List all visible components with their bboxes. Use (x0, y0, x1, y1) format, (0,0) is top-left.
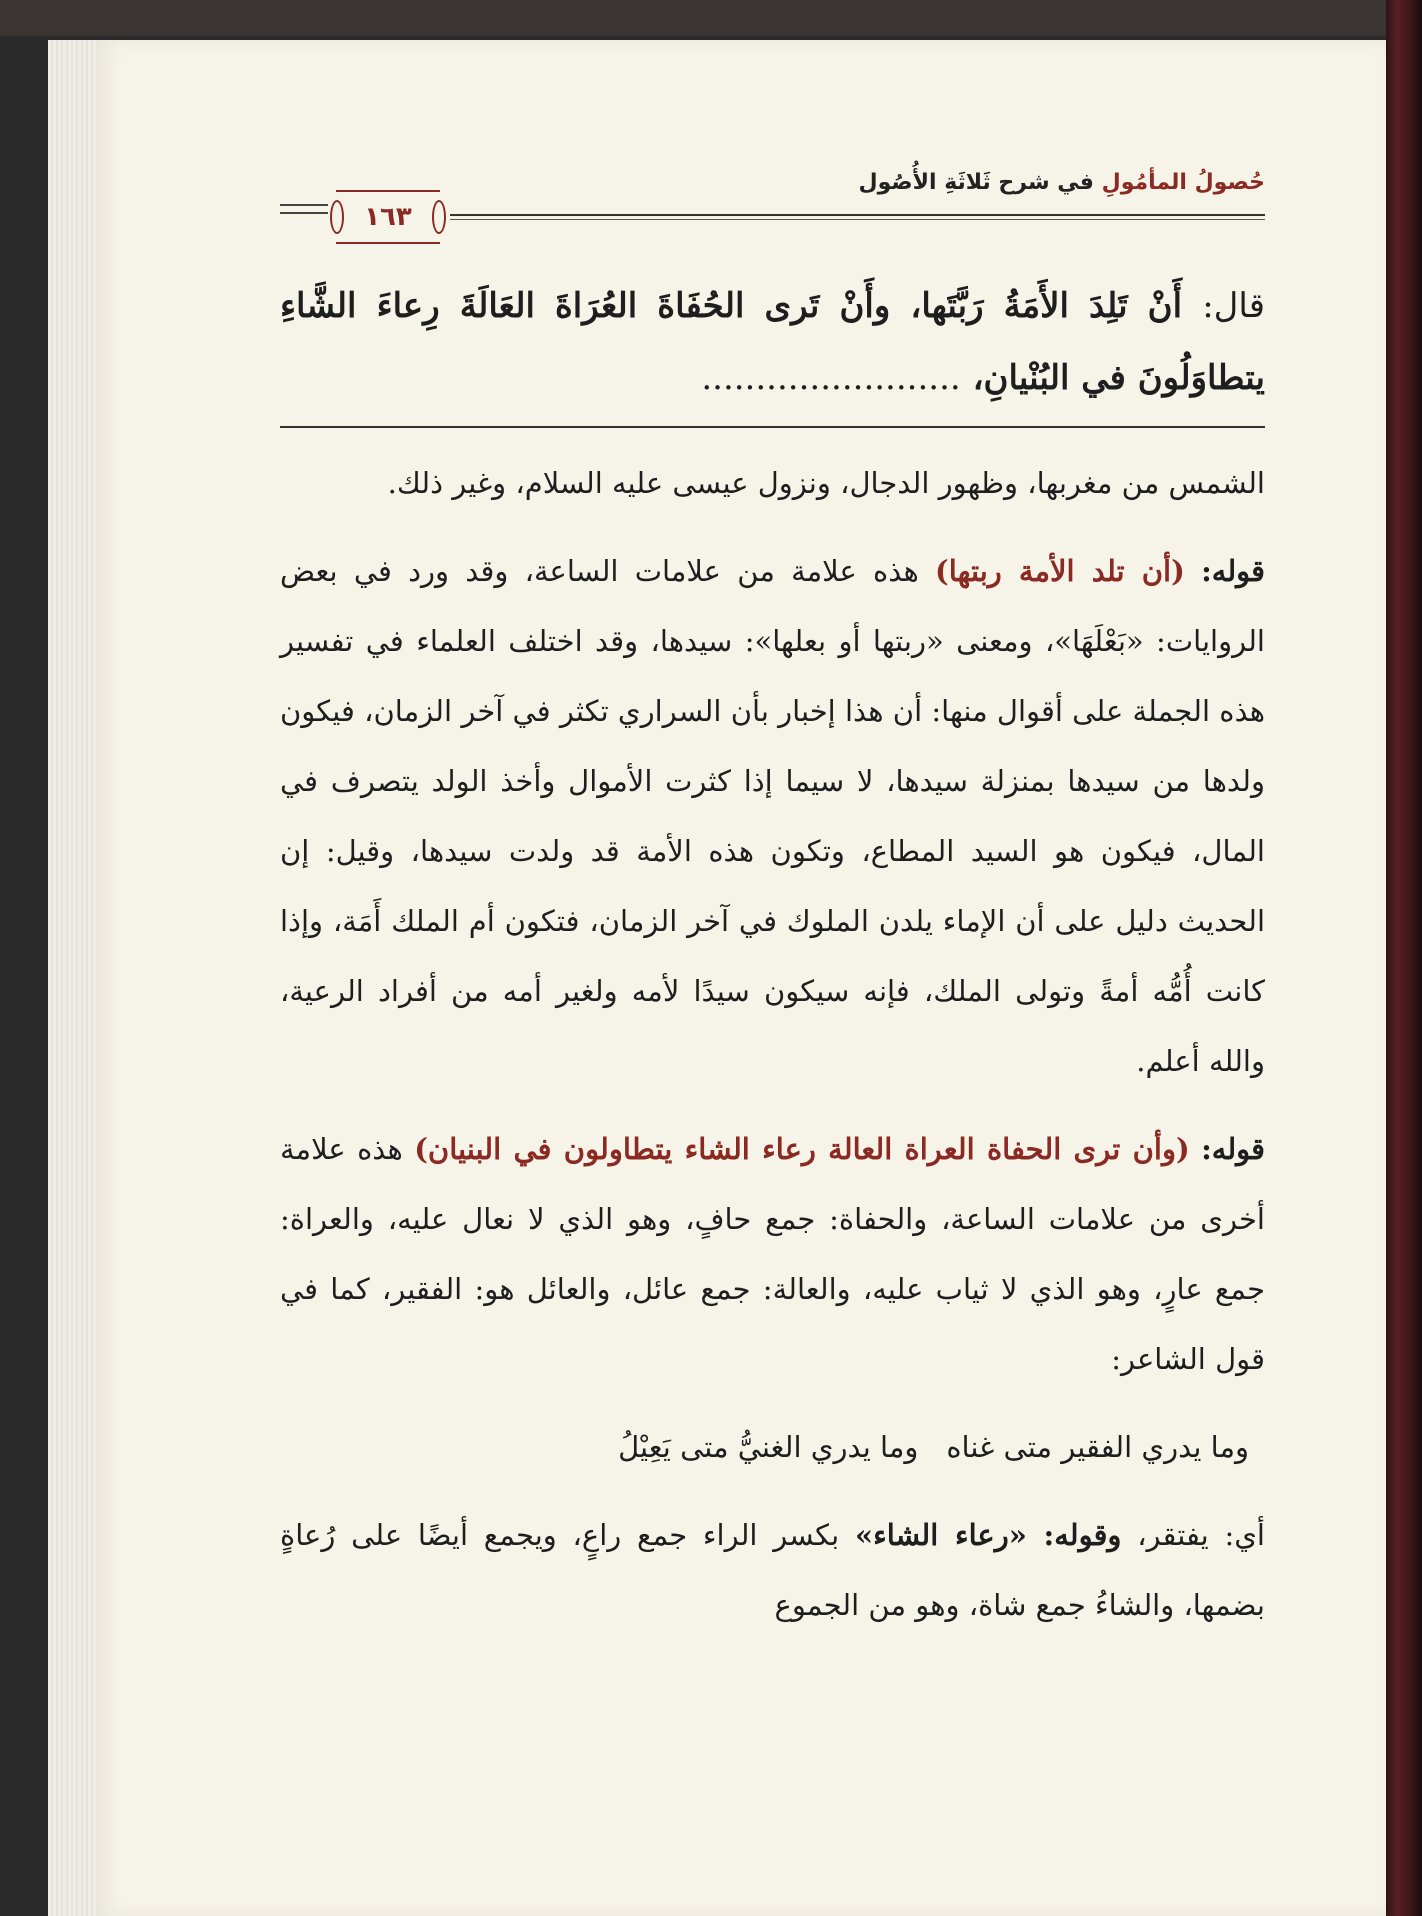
verse-second-hemistich: وما يدري الغنيُّ متى يَعِيْلُ (618, 1430, 919, 1464)
paragraph-text: بكسر الراء جمع راعٍ، ويجمع أيضًا على رُعاةٍ بضمها، والشاءُ جمع شاة، وهو من الجموع (280, 1518, 1265, 1622)
paragraph (280, 448, 1265, 518)
paragraph-quote: (وأن ترى الحفاة العراة العالة رعاء الشاء يتطاولون في البنيان) (414, 1132, 1190, 1166)
ornament-icon (330, 200, 344, 234)
matn-text (280, 270, 1265, 414)
paragraph (280, 1114, 1265, 1394)
matn-body: أَنْ تَلِدَ الأَمَةُ رَبَّتَها، وأَنْ تَرى الحُفَاةَ العُرَاةَ العَالَةَ رِعاءَ الشَّاءِ يتطاوَلُونَ في البُنْيانِ، (280, 286, 1265, 398)
paragraph (280, 536, 1265, 1096)
paragraph-keyword: وقوله: «رعاء الشاء» (854, 1518, 1122, 1552)
paragraph-quote: (أن تلد الأمة ربتها) (935, 554, 1185, 588)
page-number-text: ١٦٣ (364, 202, 412, 232)
book-spine-edge (1386, 0, 1422, 1916)
paragraph-keyword: قوله: (1201, 1132, 1266, 1166)
matn-separator (280, 426, 1265, 428)
book-title-rest: في شرح ثَلاثَةِ الأُصُول (858, 170, 1094, 195)
book-title (858, 170, 1265, 195)
book-title-accent: حُصولُ المأمُولِ (1101, 170, 1265, 195)
running-header (280, 170, 1265, 230)
paragraph-text: الشمس من مغربها، وظهور الدجال، ونزول عيسى عليه السلام، وغير ذلك. (387, 466, 1265, 500)
paragraph-text: هذه علامة من علامات الساعة، وقد ورد في بعض الروايات: «بَعْلَهَا»، ومعنى «ربتها أو بعلها»: سيدها، وقد اختلف العلماء في تفسير هذه الجملة على أقوال منها: أن هذا إخبار بأن السراري تكثر في آخر الزمان، فيكون ولدها من سيدها بمنزلة سيدها، لا سيما إذا كثرت الأموال وأخذ الولد يتصرف في المال، فيكون هو السيد المطاع، وتكون هذه الأمة قد ولدت سيدها، وقيل: إن الحديث دليل على أن الإماء يلدن الملوك في آخر الزمان، فتكون أم الملك أَمَة، وإذا كانت أُمُّه أمةً وتولى الملك، فإنه سيكون سيدًا لأمه ولغير أمه من أفراد الرعية، والله أعلم. (280, 554, 1265, 1078)
header-left-dash (280, 212, 328, 214)
header-rule (450, 214, 1265, 216)
page-body (280, 270, 1265, 1658)
book-top-edge (0, 0, 1422, 36)
paragraph-keyword: قوله: (1201, 554, 1266, 588)
poetry-verse (280, 1412, 1265, 1482)
page-number (336, 190, 440, 244)
header-rule-thin (450, 219, 1265, 220)
paragraph (280, 1500, 1265, 1640)
ornament-icon (432, 200, 446, 234)
header-left-dash (280, 204, 328, 206)
matn-dots: ........................ (701, 358, 961, 398)
paragraph-lead: أي: يفتقر، (1121, 1518, 1265, 1552)
page-stack-edges (48, 40, 100, 1916)
matn-qala: قال: (1202, 286, 1265, 326)
paragraph-text: هذه علامة أخرى من علامات الساعة، والحفاة: جمع حافٍ، وهو الذي لا نعال عليه، والعراة: جمع عارٍ، وهو الذي لا ثياب عليه، والعالة: جمع عائل، والعائل هو: الفقير، كما في قول الشاعر: (280, 1132, 1265, 1376)
verse-first-hemistich: وما يدري الفقير متى غناه (946, 1430, 1249, 1464)
